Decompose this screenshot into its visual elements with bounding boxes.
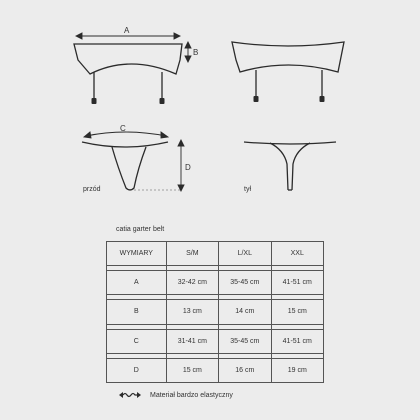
table-cell: 35-45 cm bbox=[219, 271, 271, 295]
footnote bbox=[118, 390, 233, 400]
table-cell: 35-45 cm bbox=[219, 329, 271, 353]
table-row bbox=[107, 358, 324, 382]
table-cell: 13 cm bbox=[166, 300, 218, 324]
table-cell: 19 cm bbox=[271, 358, 323, 382]
dimension-b-label: B bbox=[193, 48, 199, 57]
table-header-cell: XXL bbox=[271, 242, 323, 266]
table-header-row bbox=[107, 242, 324, 266]
dimension-d-arrow bbox=[178, 140, 184, 191]
table-row bbox=[107, 329, 324, 353]
elastic-stretch-icon bbox=[118, 390, 142, 400]
table-cell: 41-51 cm bbox=[271, 271, 323, 295]
garter-clip-back-left bbox=[254, 96, 259, 102]
dimension-b-arrow bbox=[185, 42, 191, 62]
size-table bbox=[106, 241, 324, 383]
table-cell: 14 cm bbox=[219, 300, 271, 324]
front-view-caption: przód bbox=[83, 186, 101, 193]
garter-belt-front-drawing bbox=[74, 44, 182, 98]
dimension-d-label: D bbox=[185, 163, 191, 172]
garter-belt-back-drawing bbox=[232, 42, 344, 96]
table-cell: A bbox=[107, 271, 167, 295]
dimension-a-label: A bbox=[124, 26, 130, 35]
garter-clip-back-right bbox=[320, 96, 325, 102]
thong-back-drawing bbox=[244, 142, 336, 190]
table-cell: D bbox=[107, 358, 167, 382]
table-cell: 16 cm bbox=[219, 358, 271, 382]
table-header-cell: L/XL bbox=[219, 242, 271, 266]
dimension-c-arrow bbox=[84, 132, 168, 138]
table-cell: C bbox=[107, 329, 167, 353]
table-cell: B bbox=[107, 300, 167, 324]
dimension-c-label: C bbox=[120, 124, 126, 133]
table-cell: 31-41 cm bbox=[166, 329, 218, 353]
table-row bbox=[107, 300, 324, 324]
table-title: catia garter belt bbox=[116, 226, 165, 233]
garter-clip-front-left bbox=[92, 98, 97, 104]
table-row bbox=[107, 271, 324, 295]
garter-clip-front-right bbox=[160, 98, 165, 104]
table-cell: 15 cm bbox=[166, 358, 218, 382]
table-cell: 41-51 cm bbox=[271, 329, 323, 353]
table-header-cell: S/M bbox=[166, 242, 218, 266]
back-view-caption: tył bbox=[244, 186, 251, 193]
table-cell: 15 cm bbox=[271, 300, 323, 324]
table-cell: 32-42 cm bbox=[166, 271, 218, 295]
footnote-text: Materiał bardzo elastyczny bbox=[150, 391, 233, 399]
thong-front-drawing bbox=[82, 142, 168, 190]
table-header-cell: WYMIARY bbox=[107, 242, 167, 266]
